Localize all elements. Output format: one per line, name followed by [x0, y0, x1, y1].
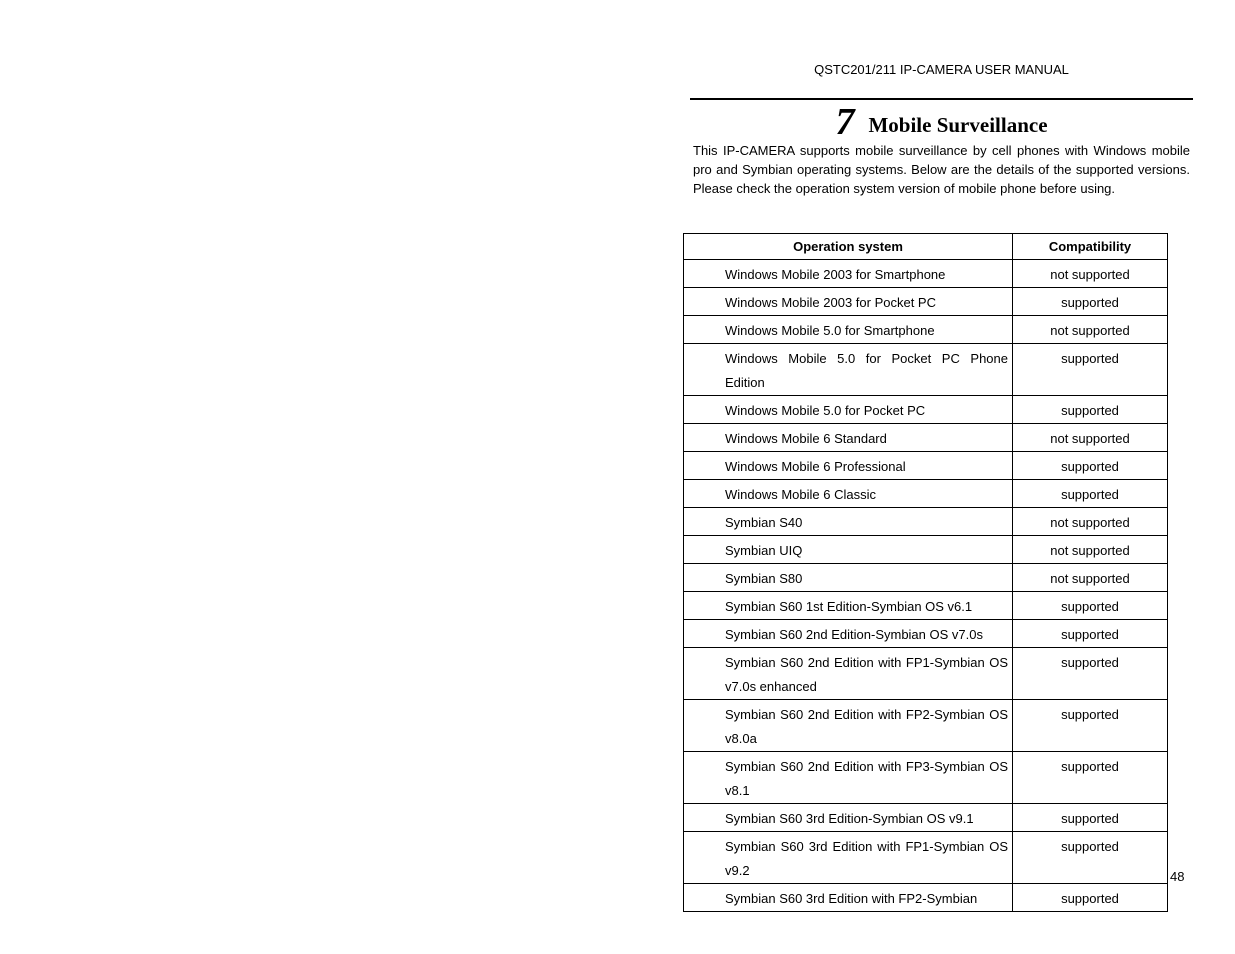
os-cell: Windows Mobile 5.0 for Pocket PC Phone Edition	[684, 344, 1013, 396]
table-row	[684, 396, 1168, 424]
compatibility-cell: supported	[1013, 620, 1168, 648]
os-cell: Windows Mobile 6 Standard	[684, 424, 1013, 452]
table-row	[684, 480, 1168, 508]
compatibility-cell: supported	[1013, 752, 1168, 804]
compatibility-cell: supported	[1013, 396, 1168, 424]
os-cell: Symbian S60 2nd Edition with FP1-Symbian OS v7.0s enhanced	[684, 648, 1013, 700]
compatibility-cell: not supported	[1013, 508, 1168, 536]
compatibility-cell: not supported	[1013, 564, 1168, 592]
chapter-title: Mobile Surveillance	[868, 113, 1048, 137]
table-row	[684, 648, 1168, 700]
column-header-os: Operation system	[684, 234, 1013, 260]
compatibility-cell: supported	[1013, 804, 1168, 832]
table-row	[684, 884, 1168, 912]
chapter-number: 7	[835, 101, 855, 143]
compatibility-cell: supported	[1013, 344, 1168, 396]
compatibility-cell: supported	[1013, 700, 1168, 752]
compatibility-cell: not supported	[1013, 424, 1168, 452]
table-row	[684, 752, 1168, 804]
table-body	[684, 260, 1168, 912]
chapter-heading	[690, 100, 1193, 144]
os-cell: Windows Mobile 6 Classic	[684, 480, 1013, 508]
table-row	[684, 536, 1168, 564]
running-header: QSTC201/211 IP-CAMERA USER MANUAL	[814, 62, 1069, 77]
table-row	[684, 288, 1168, 316]
table-row	[684, 700, 1168, 752]
compatibility-cell: supported	[1013, 592, 1168, 620]
os-cell: Symbian UIQ	[684, 536, 1013, 564]
compatibility-cell: supported	[1013, 480, 1168, 508]
table-row	[684, 452, 1168, 480]
intro-paragraph: This IP-CAMERA supports mobile surveillance by cell phones with Windows mobile pro and Symbian operating systems. Below are the details of the supported versions. Please check the operation system version of mobile phone before using.	[693, 143, 1190, 196]
table-header-row	[684, 234, 1168, 260]
os-cell: Symbian S60 1st Edition-Symbian OS v6.1	[684, 592, 1013, 620]
table-row	[684, 804, 1168, 832]
os-cell: Symbian S60 2nd Edition-Symbian OS v7.0s	[684, 620, 1013, 648]
os-cell: Windows Mobile 2003 for Pocket PC	[684, 288, 1013, 316]
compatibility-cell: not supported	[1013, 536, 1168, 564]
os-cell: Windows Mobile 6 Professional	[684, 452, 1013, 480]
compatibility-cell: not supported	[1013, 316, 1168, 344]
table-row	[684, 620, 1168, 648]
table-row	[684, 344, 1168, 396]
table-row	[684, 592, 1168, 620]
table-row	[684, 316, 1168, 344]
table-row	[684, 424, 1168, 452]
column-header-compatibility: Compatibility	[1013, 234, 1168, 260]
table-row	[684, 564, 1168, 592]
os-cell: Symbian S60 2nd Edition with FP2-Symbian OS v8.0a	[684, 700, 1013, 752]
compatibility-cell: supported	[1013, 288, 1168, 316]
os-cell: Windows Mobile 2003 for Smartphone	[684, 260, 1013, 288]
compatibility-cell: supported	[1013, 452, 1168, 480]
table-row	[684, 260, 1168, 288]
compatibility-cell: supported	[1013, 832, 1168, 884]
os-cell: Symbian S60 2nd Edition with FP3-Symbian OS v8.1	[684, 752, 1013, 804]
page-number: 48	[1170, 869, 1185, 884]
os-cell: Symbian S80	[684, 564, 1013, 592]
os-cell: Symbian S40	[684, 508, 1013, 536]
os-cell: Windows Mobile 5.0 for Smartphone	[684, 316, 1013, 344]
compatibility-cell: supported	[1013, 648, 1168, 700]
table-row	[684, 508, 1168, 536]
compatibility-table	[683, 233, 1168, 912]
compatibility-cell: not supported	[1013, 260, 1168, 288]
table-row	[684, 832, 1168, 884]
os-cell: Symbian S60 3rd Edition with FP2-Symbian	[684, 884, 1013, 912]
compatibility-cell: supported	[1013, 884, 1168, 912]
os-cell: Windows Mobile 5.0 for Pocket PC	[684, 396, 1013, 424]
os-cell: Symbian S60 3rd Edition-Symbian OS v9.1	[684, 804, 1013, 832]
os-cell: Symbian S60 3rd Edition with FP1-Symbian OS v9.2	[684, 832, 1013, 884]
